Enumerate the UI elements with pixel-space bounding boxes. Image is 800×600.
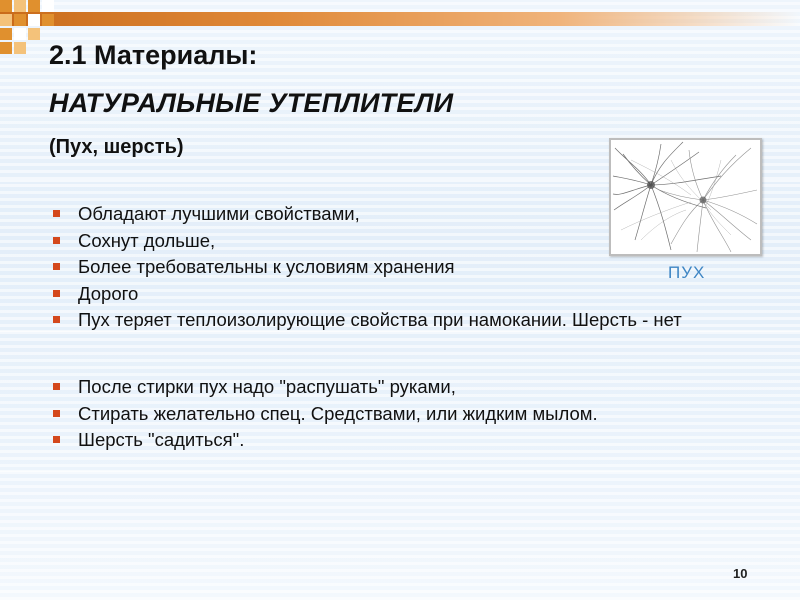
bullet-list-care [53,376,713,456]
list-item: Дорого [53,283,713,305]
square-bullet-icon [53,316,60,323]
down-feather-icon [611,140,760,254]
square-bullet-icon [53,263,60,270]
square-bullet-icon [53,290,60,297]
list-item: После стирки пух надо "распушать" руками, [53,376,713,398]
list-item: Стирать желательно спец. Средствами, или жидким мылом. [53,403,713,425]
slide-title: 2.1 Материалы: [49,40,258,70]
image-caption: ПУХ [668,263,706,282]
top-decorative-bar [0,12,800,26]
page-number: 10 [733,566,748,581]
square-bullet-icon [53,237,60,244]
slide-subtitle: НАТУРАЛЬНЫЕ УТЕПЛИТЕЛИ [49,88,454,118]
list-item: Шерсть "садиться". [53,429,713,451]
square-bullet-icon [53,210,60,217]
list-item: Пух теряет теплоизолирующие свойства при намокании. Шерсть - нет [53,309,713,331]
list-item: Обладают лучшими свойствами, [53,203,713,225]
list-item: Сохнут дольше, [53,230,713,252]
square-bullet-icon [53,436,60,443]
square-bullet-icon [53,383,60,390]
square-bullet-icon [53,410,60,417]
slide-note: (Пух, шерсть) [49,136,184,158]
list-item: Более требовательны к условиям хранения [53,256,713,278]
background-streak [0,470,800,472]
down-feather-image [609,138,762,256]
